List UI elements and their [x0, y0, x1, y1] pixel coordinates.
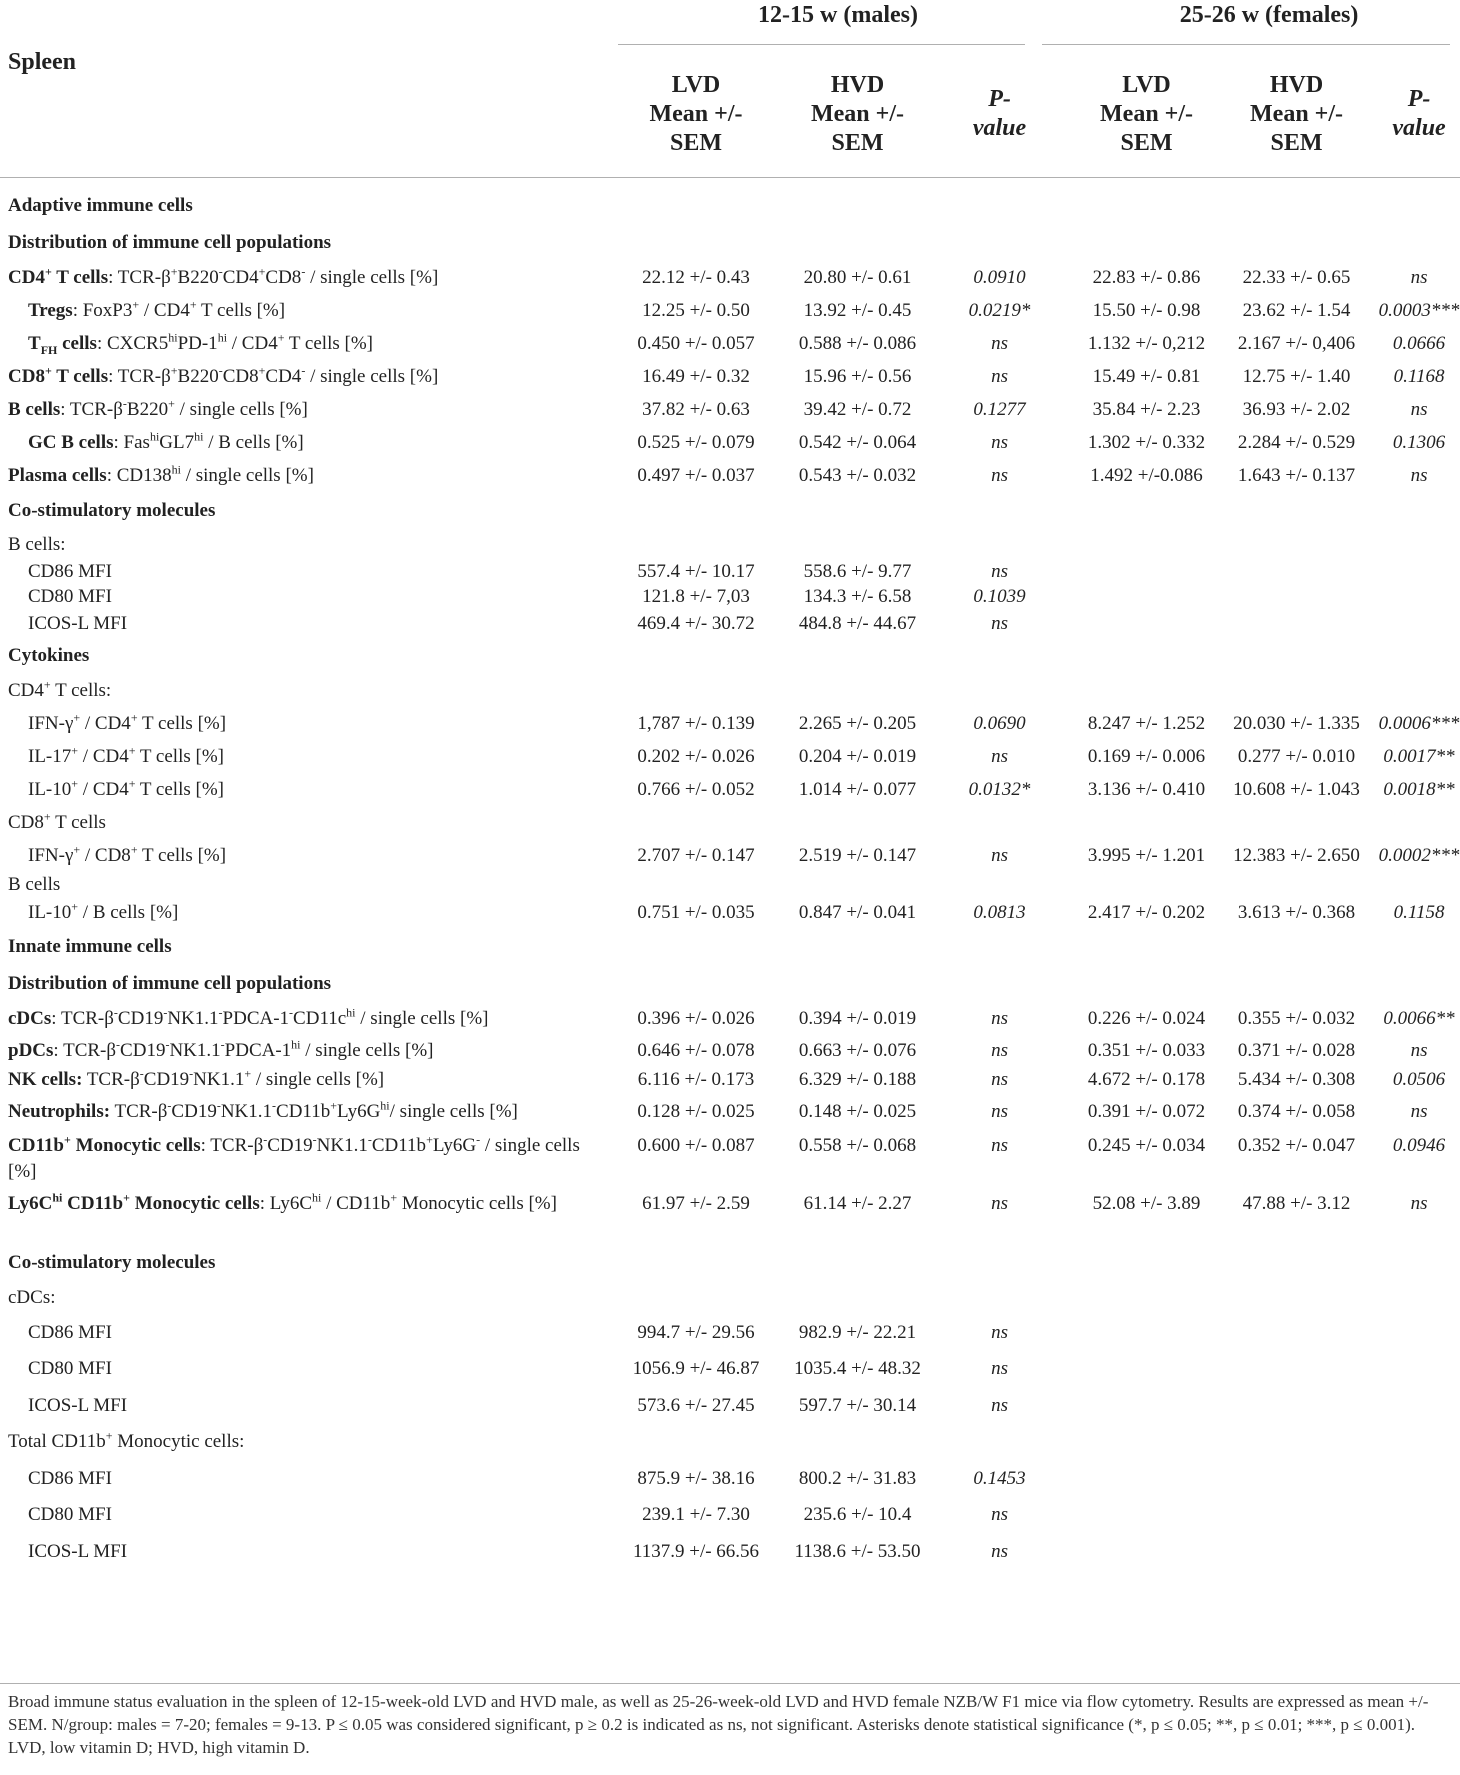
cell-value: 121.8 +/- 7,03 — [642, 586, 750, 607]
cell-value: 982.9 +/- 22.21 — [798, 1321, 917, 1343]
table-row — [0, 328, 1460, 361]
cell-pvalue: ns — [991, 333, 1008, 354]
cell-pvalue: 0.0066** — [1383, 1008, 1455, 1029]
row-label: CD86 MFI — [28, 561, 112, 582]
cell-value: 239.1 +/- 7.30 — [642, 1504, 750, 1525]
cell-value: 0.450 +/- 0.057 — [637, 333, 755, 354]
cell-value: 12.383 +/- 2.650 — [1233, 844, 1360, 866]
cell-value: 0.394 +/- 0.019 — [798, 1008, 917, 1029]
cell-value: 0.558 +/- 0.068 — [798, 1134, 917, 1156]
cell-value: 484.8 +/- 44.67 — [798, 612, 917, 634]
cell-pvalue: ns — [1410, 1192, 1428, 1214]
cell-value: 2.167 +/- 0,406 — [1237, 333, 1356, 354]
section-innate: Innate immune cells — [8, 936, 172, 957]
cell-pvalue: 0.0017** — [1383, 746, 1455, 767]
cell-value: 573.6 +/- 27.45 — [637, 1394, 755, 1416]
subhead-cd8t: CD8+ T cells — [8, 809, 106, 833]
cell-pvalue: 0.0666 — [1392, 333, 1446, 354]
cell-pvalue: 0.0003*** — [1378, 300, 1460, 321]
cell-pvalue: ns — [991, 612, 1008, 634]
cell-value: 47.88 +/- 3.12 — [1242, 1192, 1351, 1214]
row-label: IFN-γ+ / CD8+ T cells [%] — [28, 842, 227, 866]
cell-value: 1.302 +/- 0.332 — [1087, 432, 1206, 453]
cell-pvalue: 0.0946 — [1392, 1134, 1446, 1156]
cell-pvalue: ns — [991, 1504, 1008, 1525]
group1-header: 12-15 w (males) — [758, 2, 918, 28]
group2-header: 25-26 w (females) — [1179, 2, 1359, 28]
cell-value: 0.542 +/- 0.064 — [798, 432, 917, 453]
row-label: Plasma cells: $CD138^{hi}$ / single cells [%] — [8, 462, 314, 486]
cell-value: 23.62 +/- 1.54 — [1242, 300, 1351, 321]
subhead-cd4t: CD4+ T cells: — [8, 677, 112, 701]
row-label: cDCs: TCR-$\beta^-CD19^-NK1.1^-PDCA-1^-CD11c^{hi}$ / single cells [%] — [8, 1005, 489, 1029]
row-label: CD8+ T cells: TCR-β+B220-CD8+CD4- / single cells [%] — [8, 363, 439, 387]
cell-pvalue: ns — [1410, 1039, 1428, 1061]
cell-value: 0.543 +/- 0.032 — [798, 465, 917, 486]
cell-pvalue: ns — [991, 1008, 1008, 1029]
cell-value: 0.751 +/- 0.035 — [637, 901, 755, 923]
table-row — [0, 839, 1460, 873]
table-row — [0, 774, 1460, 807]
cell-pvalue: 0.0002*** — [1378, 844, 1460, 866]
cell-value: 0.128 +/- 0.025 — [637, 1101, 755, 1122]
cell-value: 0.391 +/- 0.072 — [1087, 1101, 1206, 1122]
hvd-female-header: HVD Mean +/- SEM — [1215, 47, 1378, 178]
row-label: pDCs: TCR-$\beta^-CD19^-NK1.1^-PDCA-1^{hi}$ / single cells [%] — [8, 1037, 434, 1061]
cell-value: 235.6 +/- 10.4 — [803, 1504, 912, 1525]
cell-value: 20.030 +/- 1.335 — [1233, 713, 1360, 734]
cell-pvalue: ns — [991, 1540, 1008, 1562]
lvd-female-header: LVD Mean +/- SEM — [1078, 47, 1215, 178]
table-row — [0, 262, 1460, 295]
cell-value: 6.329 +/- 0.188 — [798, 1068, 917, 1090]
table-row — [0, 1497, 1460, 1534]
cell-value: 2.284 +/- 0.529 — [1237, 432, 1356, 453]
table-row — [0, 897, 1460, 929]
cell-value: 1035.4 +/- 48.32 — [794, 1358, 921, 1379]
row-label: $Ly6C^{hi}$ CD11b+ Monocytic cells: $Ly6C^{hi} / CD11b^+$ Monocytic cells [%] — [8, 1190, 557, 1214]
row-label: CD11b+ Monocytic cells: TCR-β-CD19-NK1.1-CD11b+Ly6G- / single cells [%] — [8, 1132, 580, 1182]
subhead-cdcs: cDCs: — [8, 1287, 56, 1308]
cell-value: 52.08 +/- 3.89 — [1092, 1192, 1201, 1214]
cell-value: 875.9 +/- 38.16 — [637, 1467, 755, 1489]
table-row — [0, 1036, 1460, 1066]
table-row — [0, 1534, 1460, 1570]
row-label: ICOS-L MFI — [28, 1540, 128, 1562]
row-label: GC B cells: $Fas^{hi}GL7^{hi}$ / B cells [%] — [28, 429, 304, 453]
table-row — [0, 560, 1460, 585]
table-row — [0, 1187, 1460, 1245]
cell-value: 1.132 +/- 0,212 — [1087, 333, 1206, 354]
hvd-male-header: HVD Mean +/- SEM — [776, 47, 939, 178]
cell-value: 20.80 +/- 0.61 — [803, 267, 912, 288]
cell-value: 37.82 +/- 0.63 — [642, 399, 750, 420]
cell-pvalue: 0.1306 — [1392, 432, 1446, 453]
row-label: Tregs: FoxP3+ / CD4+ T cells [%] — [28, 297, 286, 321]
cell-pvalue: 0.1168 — [1393, 366, 1445, 387]
cell-pvalue: ns — [1410, 1101, 1428, 1122]
cell-value: 2.519 +/- 0.147 — [798, 844, 917, 866]
cell-value: 15.50 +/- 0.98 — [1092, 300, 1201, 321]
cell-value: 3.613 +/- 0.368 — [1237, 901, 1356, 923]
cell-value: 597.7 +/- 30.14 — [798, 1394, 917, 1416]
cell-pvalue: ns — [991, 1134, 1008, 1156]
cell-value: 1056.9 +/- 46.87 — [632, 1358, 760, 1379]
row-label: IFN-γ+ / CD4+ T cells [%] — [28, 710, 227, 734]
table-row — [0, 1131, 1460, 1187]
row-label: CD80 MFI — [28, 1358, 112, 1379]
subhead-bcells: B cells — [8, 873, 61, 895]
cell-value: 0.646 +/- 0.078 — [637, 1039, 755, 1061]
cell-pvalue: ns — [991, 1039, 1008, 1061]
cell-pvalue: 0.0219* — [968, 300, 1031, 321]
cell-pvalue: 0.1039 — [973, 586, 1026, 607]
row-label: Neutrophils: TCR-$\beta^-CD19^-NK1.1^-CD11b^+Ly6G^{hi}/$ single cells [%] — [8, 1098, 518, 1122]
table-row — [0, 1315, 1460, 1351]
cell-value: 0.525 +/- 0.079 — [637, 432, 755, 453]
cell-value: 994.7 +/- 29.56 — [637, 1321, 755, 1343]
cell-value: 0.396 +/- 0.026 — [637, 1008, 755, 1029]
cell-pvalue: 0.0132* — [968, 779, 1031, 800]
cell-pvalue: 0.0910 — [973, 267, 1026, 288]
table-row — [0, 1388, 1460, 1424]
cell-value: 15.96 +/- 0.56 — [803, 366, 912, 387]
cell-value: 5.434 +/- 0.308 — [1237, 1068, 1356, 1090]
cell-value: 0.374 +/- 0.058 — [1237, 1101, 1356, 1122]
row-label: ICOS-L MFI — [28, 1394, 128, 1416]
cell-pvalue: 0.1277 — [973, 399, 1026, 420]
footnote-divider — [0, 1683, 1460, 1684]
cell-value: 1.492 +/-0.086 — [1090, 465, 1203, 486]
cell-value: 0.169 +/- 0.006 — [1087, 746, 1206, 767]
row-label-header: Spleen — [0, 47, 616, 178]
row-label: $T_{FH}$ cells: $CXCR5^{hi}PD-1^{hi} / CD4^+$ T cells [%] — [28, 330, 373, 357]
cell-pvalue: ns — [991, 844, 1008, 866]
cell-value: 0.202 +/- 0.026 — [637, 746, 755, 767]
table-row — [0, 1003, 1460, 1036]
cell-value: 0.277 +/- 0.010 — [1237, 746, 1356, 767]
cell-value: 0.847 +/- 0.041 — [798, 901, 917, 923]
cell-value: 1,787 +/- 0.139 — [637, 713, 755, 734]
table-row — [0, 295, 1460, 328]
row-label: CD80 MFI — [28, 1504, 112, 1525]
pvalue-male-header: P- value — [939, 47, 1060, 178]
cell-pvalue: ns — [991, 746, 1008, 767]
row-label: B cells: TCR-β-B220+ / single cells [%] — [8, 396, 308, 420]
cell-pvalue: ns — [991, 432, 1008, 453]
cell-pvalue: ns — [991, 1394, 1008, 1416]
cell-pvalue: 0.0813 — [973, 901, 1026, 923]
cell-value: 6.116 +/- 0.173 — [637, 1068, 755, 1090]
cell-value: 2.707 +/- 0.147 — [637, 844, 755, 866]
table-row — [0, 460, 1460, 493]
cell-value: 134.3 +/- 6.58 — [803, 586, 912, 607]
cell-pvalue: 0.1158 — [1393, 901, 1445, 923]
section-distribution: Distribution of immune cell populations — [8, 232, 332, 253]
table-row — [0, 585, 1460, 610]
cell-value: 469.4 +/- 30.72 — [637, 612, 755, 634]
table-row — [0, 1351, 1460, 1388]
cell-pvalue: ns — [1410, 465, 1428, 486]
cell-value: 35.84 +/- 2.23 — [1092, 399, 1201, 420]
cell-value: 15.49 +/- 0.81 — [1092, 366, 1201, 387]
cell-value: 12.75 +/- 1.40 — [1242, 366, 1351, 387]
cell-pvalue: ns — [991, 1101, 1008, 1122]
cell-value: 0.352 +/- 0.047 — [1237, 1134, 1356, 1156]
cell-pvalue: ns — [991, 1321, 1008, 1343]
cell-value: 3.136 +/- 0.410 — [1087, 779, 1206, 800]
section-adaptive: Adaptive immune cells — [8, 195, 193, 216]
cell-value: 0.351 +/- 0.033 — [1087, 1039, 1206, 1061]
cell-value: 8.247 +/- 1.252 — [1087, 713, 1206, 734]
cell-value: 1137.9 +/- 66.56 — [632, 1540, 760, 1562]
row-label: IL-10+ / B cells [%] — [28, 899, 179, 923]
cell-pvalue: ns — [991, 366, 1008, 387]
cell-pvalue: 0.0018** — [1383, 779, 1455, 800]
cell-value: 800.2 +/- 31.83 — [798, 1467, 917, 1489]
cell-value: 22.83 +/- 0.86 — [1092, 267, 1201, 288]
cell-value: 22.12 +/- 0.43 — [642, 267, 750, 288]
row-label: CD86 MFI — [28, 1321, 112, 1343]
cell-pvalue: ns — [991, 465, 1008, 486]
table-row — [0, 361, 1460, 394]
cell-pvalue: 0.0690 — [973, 713, 1026, 734]
cell-pvalue: ns — [1410, 399, 1428, 420]
cell-value: 0.226 +/- 0.024 — [1087, 1008, 1206, 1029]
cell-value: 0.204 +/- 0.019 — [798, 746, 917, 767]
cell-value: 0.497 +/- 0.037 — [637, 465, 755, 486]
row-label: CD80 MFI — [28, 586, 112, 607]
cell-value: 61.14 +/- 2.27 — [803, 1192, 912, 1214]
cell-value: 0.600 +/- 0.087 — [637, 1134, 755, 1156]
cell-value: 1138.6 +/- 53.50 — [794, 1540, 921, 1562]
row-label: NK cells: TCR-β-CD19-NK1.1+ / single cells [%] — [8, 1066, 385, 1090]
cell-value: 3.995 +/- 1.201 — [1087, 844, 1206, 866]
cell-value: 2.417 +/- 0.202 — [1087, 901, 1206, 923]
cell-value: 0.588 +/- 0.086 — [798, 333, 917, 354]
cell-value: 0.766 +/- 0.052 — [637, 779, 755, 800]
table-row — [0, 610, 1460, 638]
cell-value: 13.92 +/- 0.45 — [803, 300, 912, 321]
cell-value: 22.33 +/- 0.65 — [1242, 267, 1351, 288]
cell-pvalue: ns — [1410, 267, 1428, 288]
pvalue-female-header: P- value — [1378, 47, 1460, 178]
cell-pvalue: 0.1453 — [973, 1467, 1026, 1489]
table-row — [0, 1094, 1460, 1131]
row-label: IL-10+ / CD4+ T cells [%] — [28, 776, 224, 800]
subhead-monocytic: Total CD11b+ Monocytic cells: — [8, 1428, 245, 1452]
lvd-male-header: LVD Mean +/- SEM — [616, 47, 776, 178]
cell-value: 558.6 +/- 9.77 — [803, 561, 912, 582]
section-costim: Co-stimulatory molecules — [8, 1252, 216, 1273]
cell-pvalue: ns — [991, 1068, 1008, 1090]
cell-value: 557.4 +/- 10.17 — [637, 561, 755, 582]
cell-value: 2.265 +/- 0.205 — [798, 713, 917, 734]
table-row — [0, 741, 1460, 774]
cell-pvalue: ns — [991, 1192, 1008, 1214]
cell-value: 4.672 +/- 0.178 — [1087, 1068, 1206, 1090]
cell-value: 1.643 +/- 0.137 — [1237, 465, 1356, 486]
table-row — [0, 1461, 1460, 1497]
cell-value: 12.25 +/- 0.50 — [642, 300, 750, 321]
row-label: CD4+ T cells: TCR-β+B220-CD4+CD8- / single cells [%] — [8, 264, 439, 288]
cell-value: 0.371 +/- 0.028 — [1237, 1039, 1356, 1061]
table-row — [0, 427, 1460, 460]
cell-pvalue: 0.0006*** — [1378, 713, 1460, 734]
cell-pvalue: 0.0506 — [1392, 1068, 1446, 1090]
section-distribution: Distribution of immune cell populations — [8, 973, 332, 994]
table-row — [0, 394, 1460, 427]
cell-value: 36.93 +/- 2.02 — [1242, 399, 1351, 420]
section-cytokines: Cytokines — [8, 645, 90, 666]
table-footnote: Broad immune status evaluation in the spleen of 12-15-week-old LVD and HVD male, as well as 25-26-week-old LVD and HVD female NZB/W F1 mice via flow cytometry. Results are expressed as mean +/- SEM. N/group: males = 7-20; females = 9-13. P ≤ 0.05 was considered significant, p ≥ 0.2 is indicated as ns, not significant. Asterisks denote statistical significance (*, p ≤ 0.05; **, p ≤ 0.01; ***, p ≤ 0.001). LVD, low vitamin D; HVD, high vitamin D. — [8, 1692, 1429, 1757]
row-label: ICOS-L MFI — [28, 612, 128, 634]
cell-value: 10.608 +/- 1.043 — [1233, 779, 1360, 800]
cell-value: 61.97 +/- 2.59 — [642, 1192, 750, 1214]
cell-value: 0.355 +/- 0.032 — [1237, 1008, 1356, 1029]
subhead-bcells: B cells: — [8, 533, 66, 555]
cell-pvalue: ns — [991, 1358, 1008, 1379]
row-label: CD86 MFI — [28, 1467, 112, 1489]
section-costim: Co-stimulatory molecules — [8, 500, 216, 521]
table-row — [0, 708, 1460, 741]
cell-value: 16.49 +/- 0.32 — [642, 366, 750, 387]
cell-value: 0.148 +/- 0.025 — [798, 1101, 917, 1122]
table-row — [0, 1066, 1460, 1094]
cell-value: 1.014 +/- 0.077 — [798, 779, 917, 800]
cell-value: 0.663 +/- 0.076 — [798, 1039, 917, 1061]
cell-value: 39.42 +/- 0.72 — [803, 399, 912, 420]
cell-pvalue: ns — [991, 561, 1008, 582]
row-label: IL-17+ / CD4+ T cells [%] — [28, 743, 224, 767]
cell-value: 0.245 +/- 0.034 — [1087, 1134, 1206, 1156]
